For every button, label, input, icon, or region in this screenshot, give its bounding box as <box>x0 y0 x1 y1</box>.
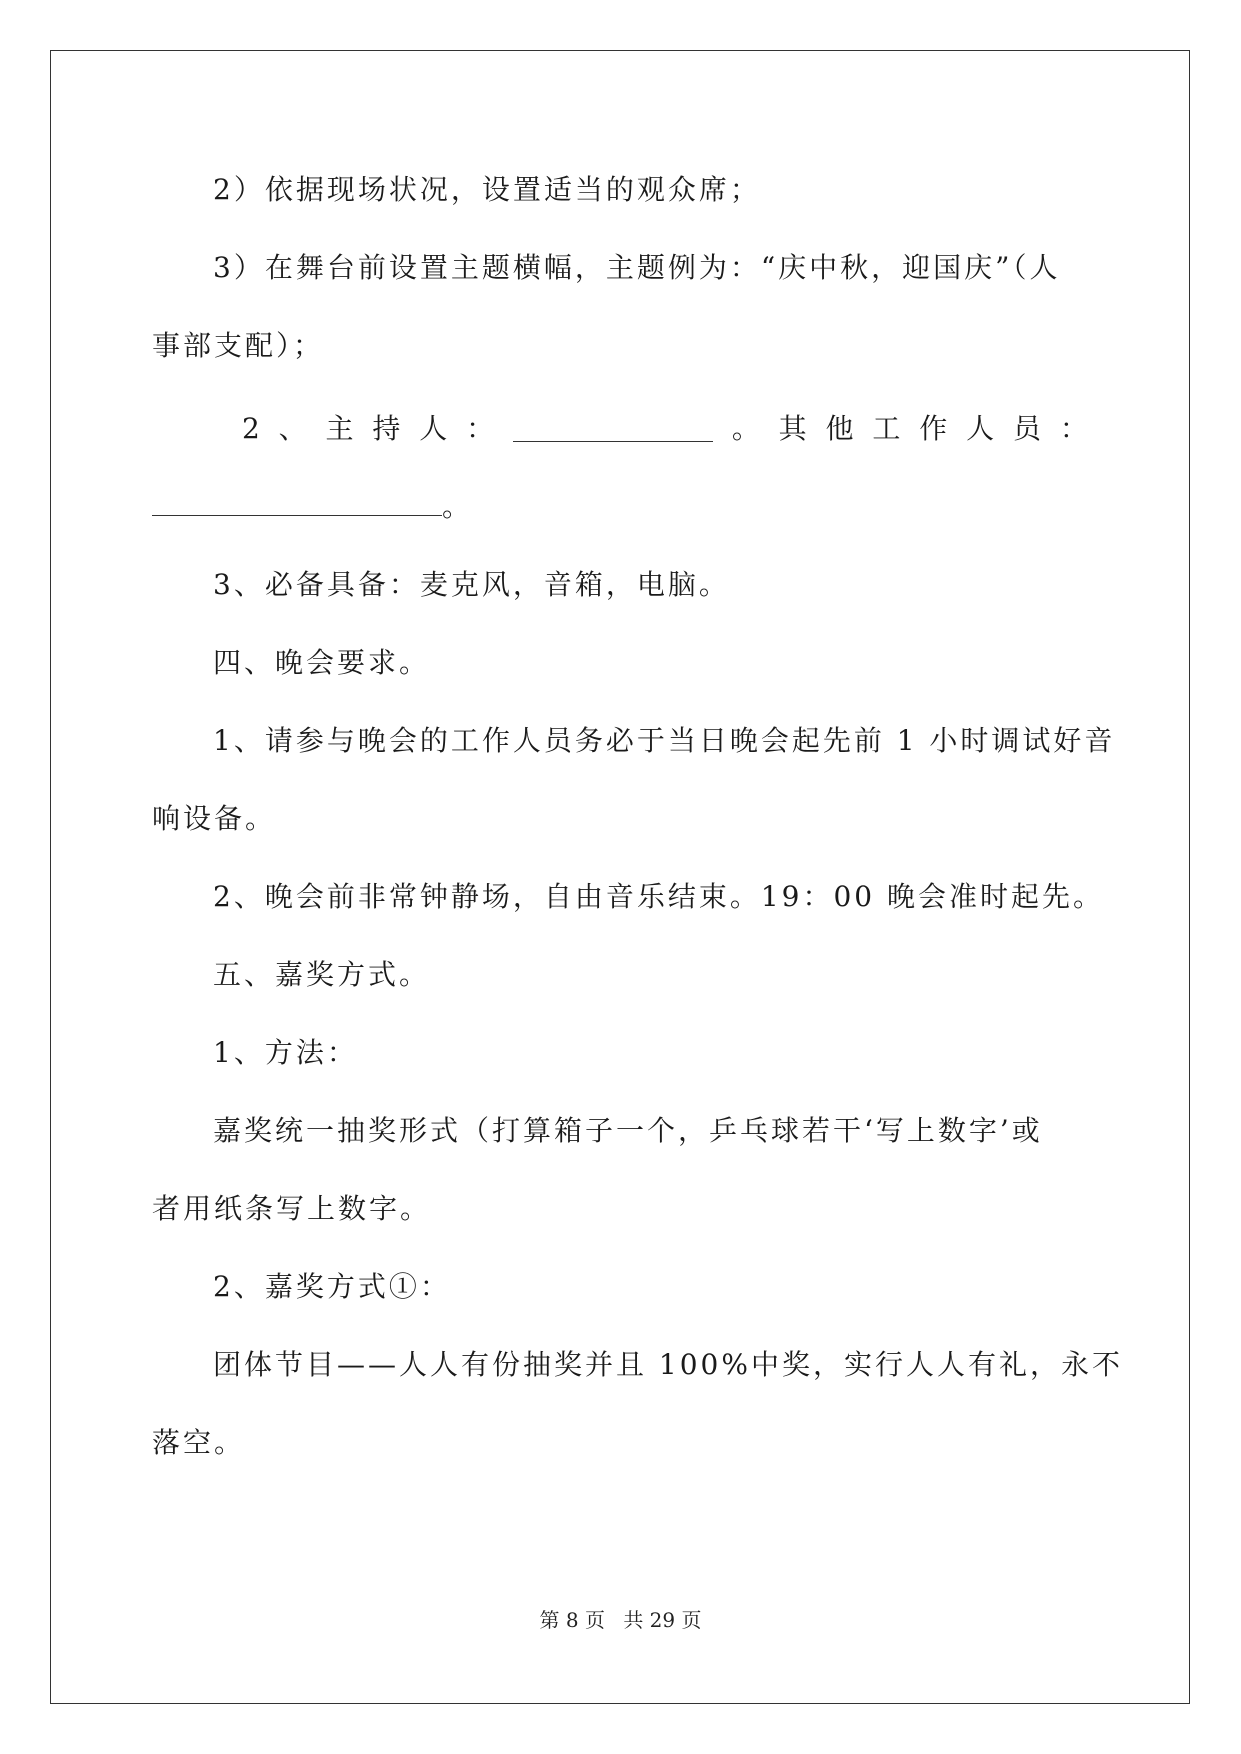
page-total: 共 29 页 <box>623 1608 702 1632</box>
paragraph-line: 响设备。 <box>152 802 277 835</box>
host-staff-line <box>152 411 1088 447</box>
host-period: 。 <box>731 412 760 445</box>
staff-char: 人 <box>966 412 995 445</box>
paragraph-line: 2）依据现场状况，设置适当的观众席； <box>213 173 761 206</box>
staff-char: 员 <box>1012 412 1041 445</box>
paragraph-line: 事部支配）； <box>152 329 325 362</box>
section-heading: 五、嘉奖方式。 <box>213 958 431 991</box>
paragraph-line: 团体节目——人人有份抽奖并且 100%中奖，实行人人有礼，永不 <box>213 1348 1123 1381</box>
paragraph-line: 嘉奖统一抽奖形式（打算箱子一个，乒乓球若干‘写上数字’或 <box>213 1114 1043 1147</box>
host-char: 主 <box>325 412 354 445</box>
paragraph-line: 落空。 <box>152 1426 246 1459</box>
paragraph-line: 3、必备具备：麦克风，音箱，电脑。 <box>213 568 730 601</box>
host-staff-spread <box>152 411 1088 447</box>
staff-blank-period: 。 <box>442 490 474 523</box>
host-colon: ： <box>466 412 495 445</box>
paragraph-line: 1、请参与晚会的工作人员务必于当日晚会起先前 1 小时调试好音 <box>213 724 1116 757</box>
page-footer <box>0 1604 1241 1633</box>
staff-char: 工 <box>872 412 901 445</box>
paragraph-line: 2、嘉奖方式①： <box>213 1270 451 1303</box>
staff-blank-line <box>152 489 473 525</box>
page-number: 第 8 页 <box>539 1608 605 1632</box>
paragraph-line: 1、方法： <box>213 1036 358 1069</box>
host-num: 2 <box>242 412 260 445</box>
host-char: 人 <box>419 412 448 445</box>
staff-char: 他 <box>825 412 854 445</box>
staff-colon: ： <box>1059 412 1088 445</box>
host-char: 持 <box>372 412 401 445</box>
host-blank <box>513 417 713 442</box>
host-sep: 、 <box>278 412 307 445</box>
staff-char: 作 <box>919 412 948 445</box>
paragraph-line: 2、晚会前非常钟静场，自由音乐结束。19：00 晚会准时起先。 <box>213 880 1104 913</box>
section-heading: 四、晚会要求。 <box>213 646 431 679</box>
staff-blank <box>152 491 442 516</box>
paragraph-line: 者用纸条写上数字。 <box>152 1192 432 1225</box>
paragraph-line: 3）在舞台前设置主题横幅，主题例为：“庆中秋，迎国庆”（人 <box>213 251 1061 284</box>
staff-char: 其 <box>778 412 807 445</box>
